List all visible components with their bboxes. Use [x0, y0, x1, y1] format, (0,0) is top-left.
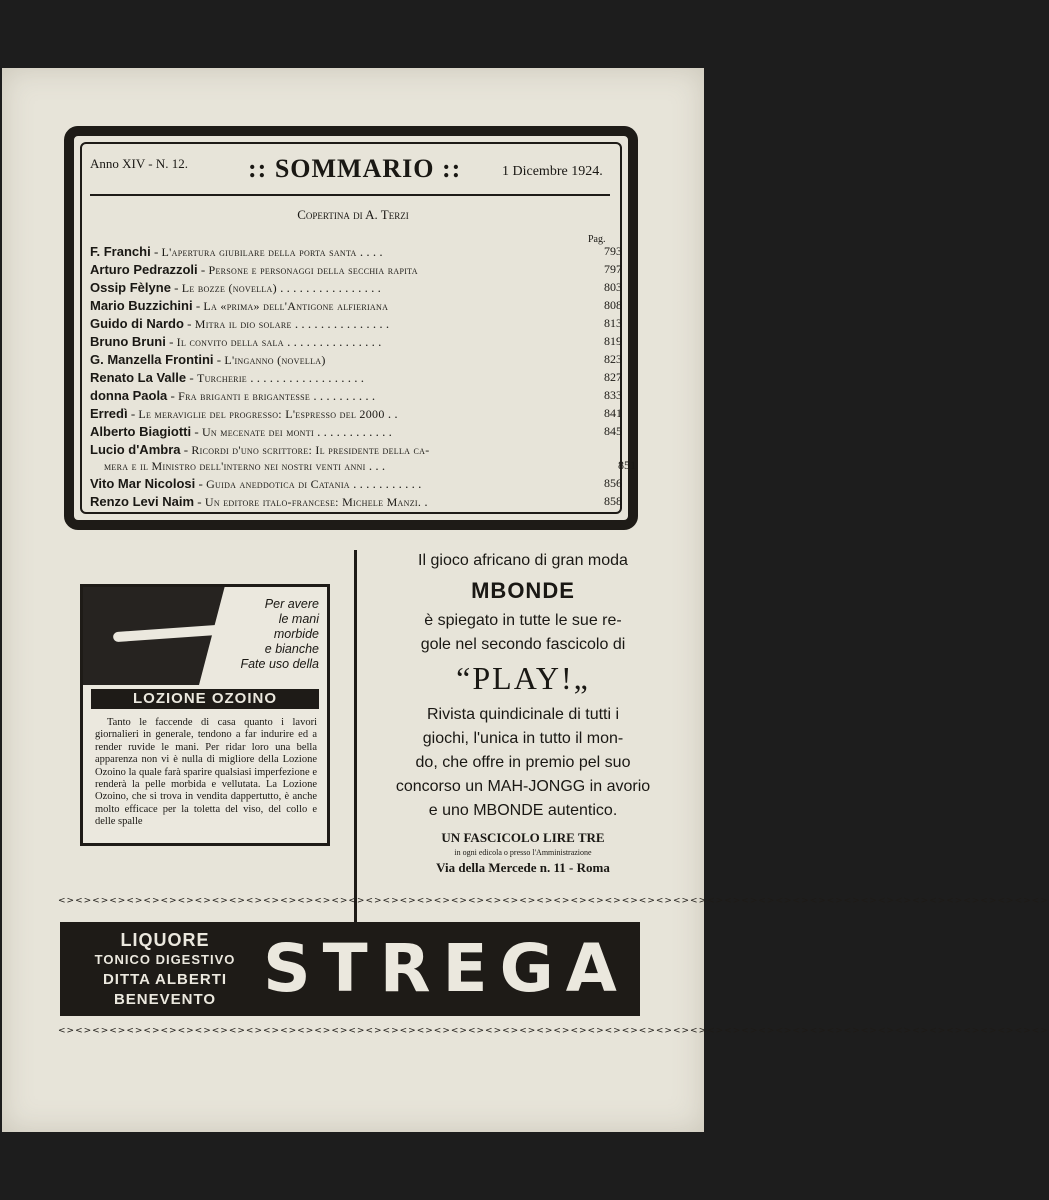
toc-entry: donna Paola - Fra briganti e brigantesse . . . . . . . . . . 833	[90, 388, 622, 403]
mbonde-price: UN FASCICOLO LIRE TRE	[441, 830, 605, 845]
toc-entry-continuation: mera e il Ministro dell'interno nei nostri venti anni . . . 851	[104, 458, 636, 473]
ozoino-banner: LOZIONE OZOINO	[91, 689, 319, 709]
header-rule	[90, 194, 610, 196]
strega-tagline: LIQUORE TONICO DIGESTIVO DITTA ALBERTI BENEVENTO	[94, 930, 236, 1008]
mbonde-line: gole nel secondo fascicolo di	[420, 636, 626, 653]
toc-entry: Bruno Bruni - Il convito della sala . . . . . . . . . . . . . . . 819	[90, 334, 622, 349]
play-title: “PLAY!„	[456, 660, 590, 696]
mbonde-address: Via della Mercede n. 11 - Roma	[436, 860, 610, 875]
toc-entry: Ossip Fèlyne - Le bozze (novella) . . . . . . . . . . . . . . . . 803	[90, 280, 622, 295]
mbonde-advert	[354, 550, 671, 952]
mbonde-line: è spiegato in tutte le sue re-	[424, 612, 622, 629]
cover-credit: Copertina di A. Terzi	[297, 207, 409, 222]
toc-entry: Guido di Nardo - Mitra il dio solare . . . . . . . . . . . . . . . 813	[90, 316, 622, 331]
toc-entry: F. Franchi - L'apertura giubilare della porta santa . . . . 793	[90, 244, 622, 259]
toc-entry: Erredì - Le meraviglie del progresso: L'espresso del 2000 . . 841	[90, 406, 622, 421]
toc-entry: Lucio d'Ambra - Ricordi d'uno scrittore: Il presidente della ca-	[90, 442, 430, 457]
magazine-page	[2, 68, 1049, 1132]
ozoino-advert	[80, 584, 330, 846]
strega-advert	[60, 922, 640, 1016]
toc-entry: Alberto Biagiotti - Un mecenate dei monti . . . . . . . . . . . . 845	[90, 424, 622, 439]
issue-number: Anno XIV - N. 12.	[90, 156, 188, 171]
mbonde-name: MBONDE	[471, 578, 575, 603]
sommario-title: :: SOMMARIO ::	[248, 154, 462, 183]
ozoino-body: Tanto le faccende di casa quanto i lavori giornalieri in generale, tendono a far indurire ed a render ruvide le mani. Per ridar loro una bella apparenza non vi è nulla di migliore della Lozione Ozoino la quale farà sparire qualsiasi imperfezione e renderà la pelle morbida e vellutata. La Lozione Ozoino, che si trova in vendita dappertutto, è anche molto efficace per la toletta del viso, del collo e delle spalle	[95, 717, 317, 828]
page-column-label: Pag.	[588, 234, 606, 245]
toc-entry: G. Manzella Frontini - L'inganno (novella) 823	[90, 352, 622, 367]
zigzag-border-top: <><><><><><><><><><><><><><><><><><><><><><><><><><><><><><><><><><><><><><><><><><><><><><><><><><><><><><><><><><>	[58, 896, 1049, 906]
ozoino-slogan: Per avere le mani morbide e bianche Fate uso della	[240, 597, 319, 671]
mbonde-line: e uno MBONDE autentico.	[428, 802, 618, 819]
toc-entry: Renzo Levi Naim - Un editore italo-francese: Michele Manzi. . 858	[90, 494, 622, 509]
mbonde-line: Rivista quindicinale di tutti i	[426, 706, 620, 723]
mbonde-line: concorso un MAH-JONGG in avorio	[395, 778, 651, 795]
mbonde-line: do, che offre in premio pel suo	[415, 754, 631, 771]
mbonde-line: Il gioco africano di gran moda	[418, 552, 628, 569]
zigzag-border-bottom: <><><><><><><><><><><><><><><><><><><><><><><><><><><><><><><><><><><><><><><><><><><><><><><><><><><><><><><><><><>	[58, 1026, 1049, 1036]
toc-entry: Arturo Pedrazzoli - Persone e personaggi della secchia rapita 797	[90, 262, 622, 277]
toc-entry: Mario Buzzichini - La «prima» dell'Antigone alfieriana 808	[90, 298, 622, 313]
toc-entry: Renato La Valle - Turcherie . . . . . . . . . . . . . . . . . . 827	[90, 370, 622, 385]
mbonde-line: giochi, l'unica in tutto il mon-	[422, 730, 624, 747]
mbonde-where: in ogni edicola o presso l'Amministrazione	[454, 848, 592, 857]
issue-date: 1 Dicembre 1924.	[502, 164, 603, 179]
toc-entry: Vito Mar Nicolosi - Guida aneddotica di Catania . . . . . . . . . . . 856	[90, 476, 622, 491]
strega-logo: STREGA	[263, 930, 629, 1007]
hand-illustration	[83, 587, 327, 685]
